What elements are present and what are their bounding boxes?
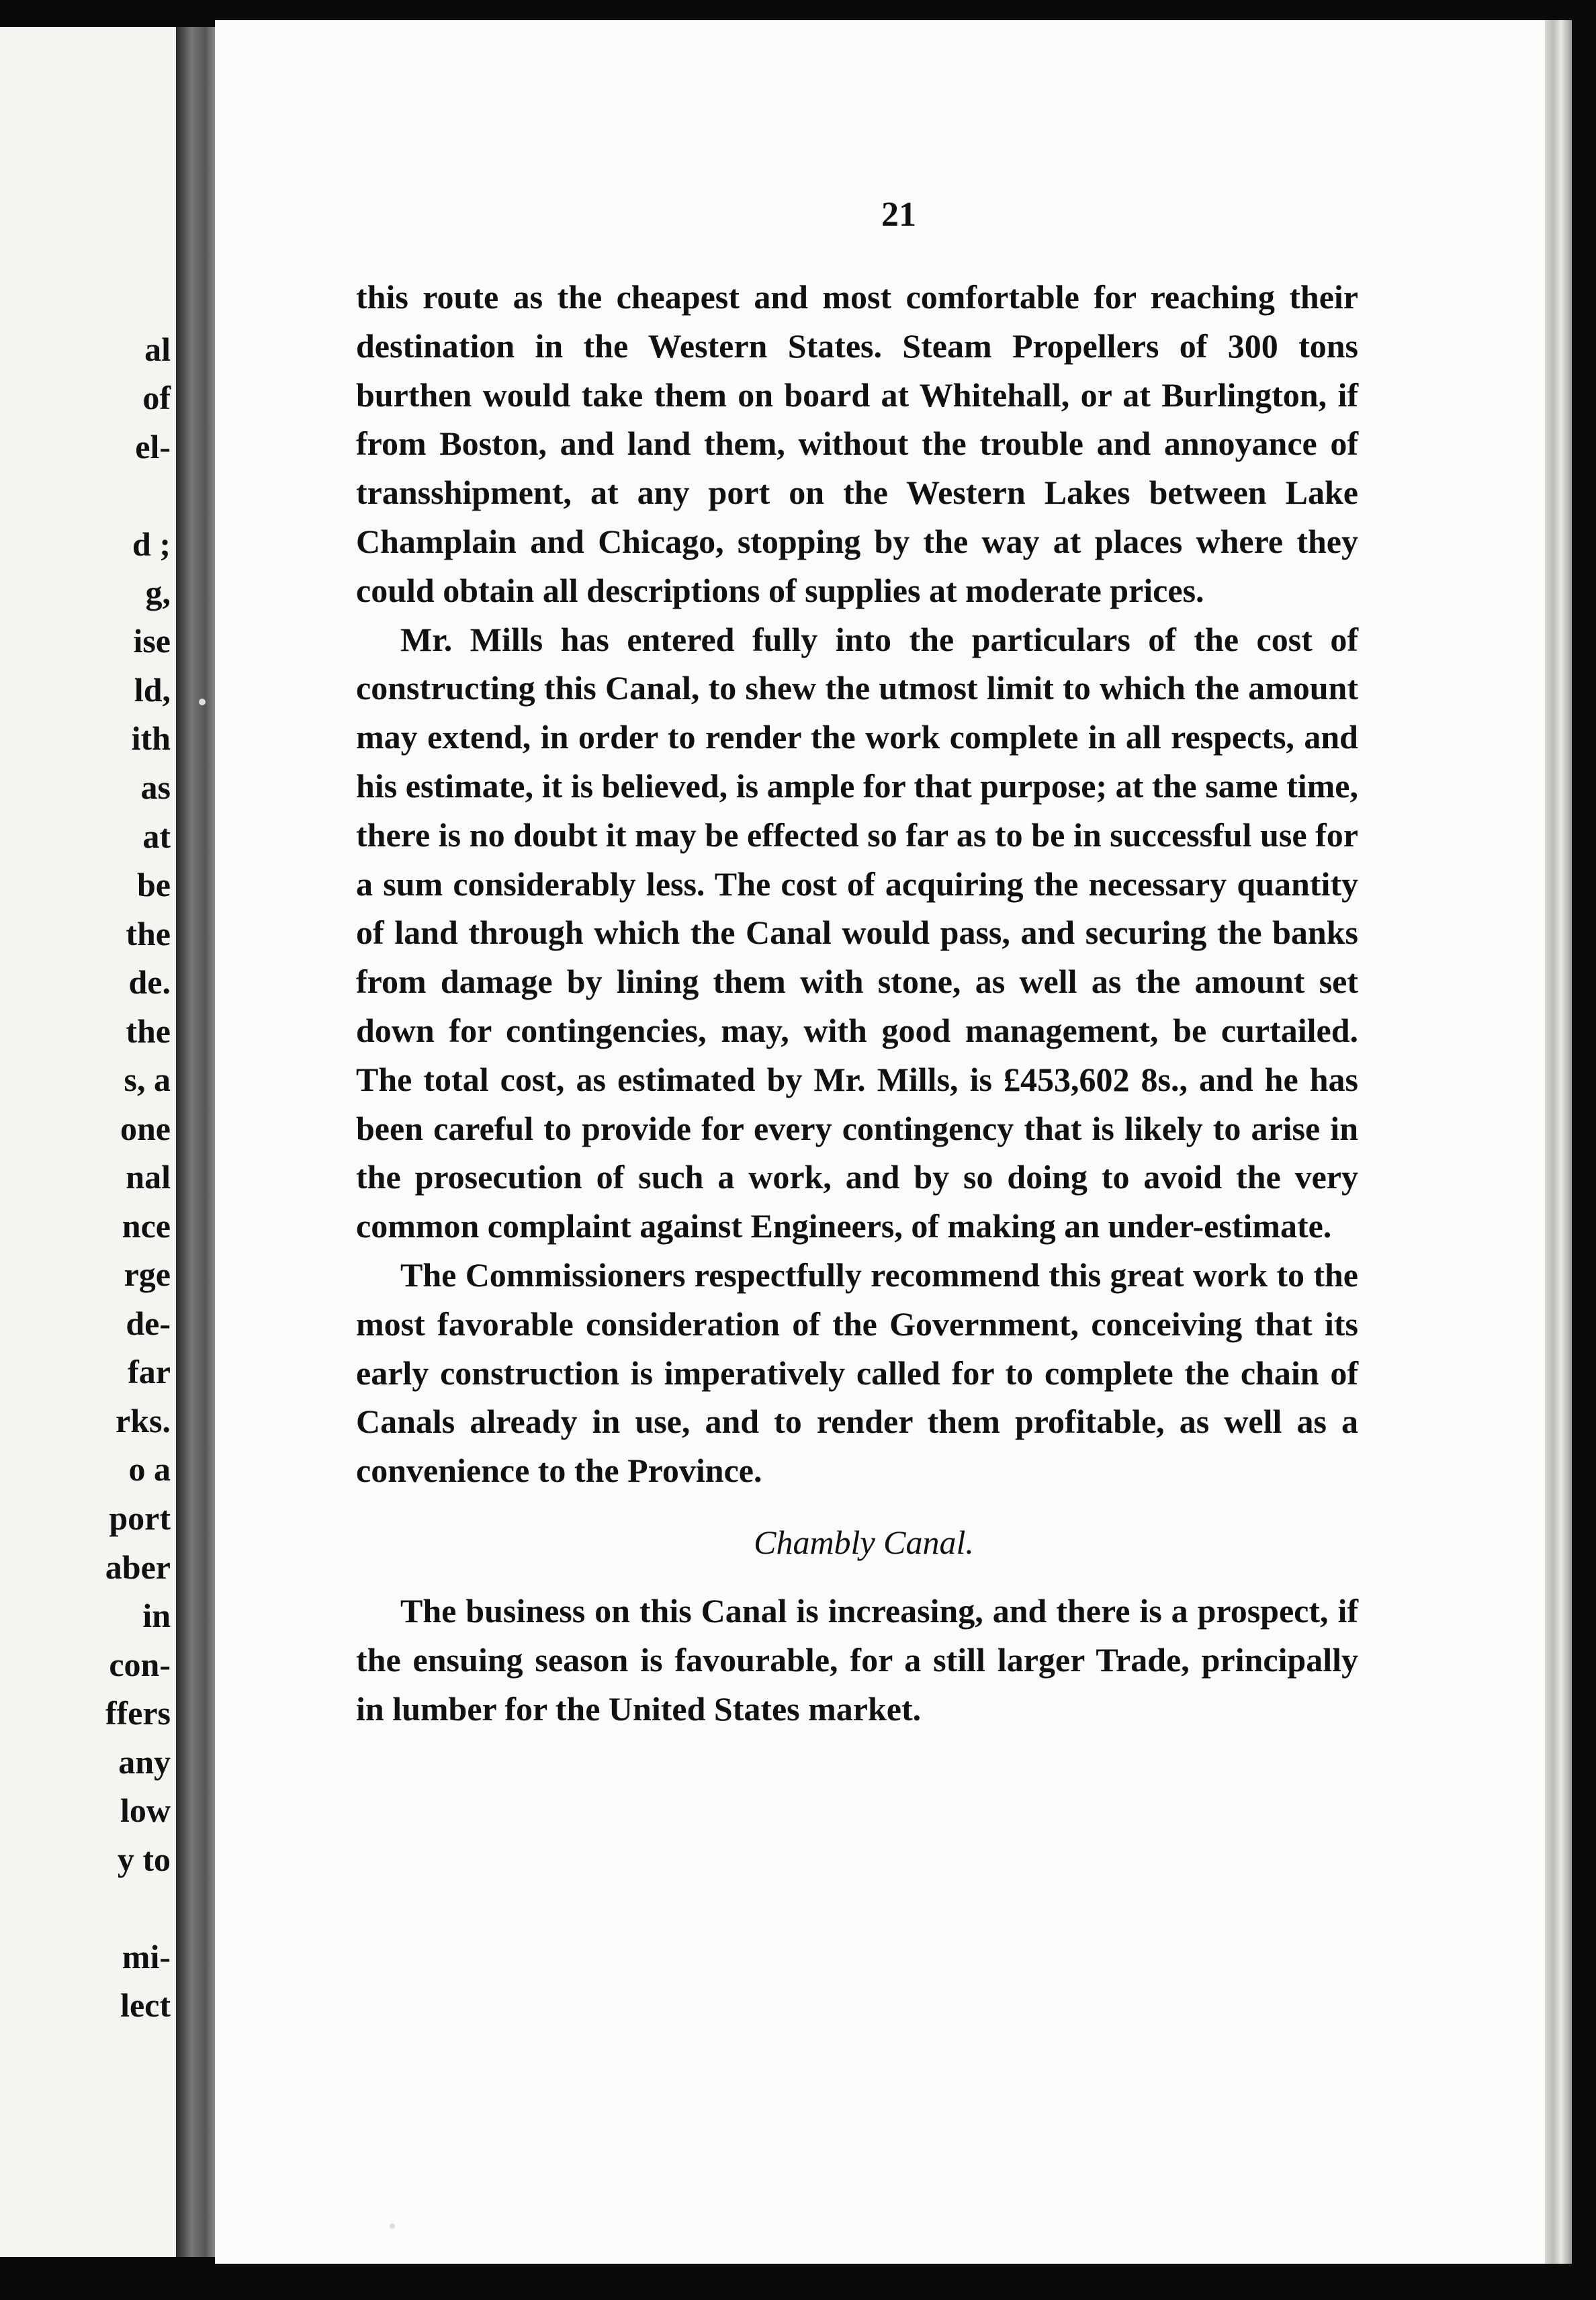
previous-page-line-end: one — [120, 1110, 171, 1147]
previous-page-line-end: de. — [128, 963, 171, 1001]
previous-page-line-end: ffers — [105, 1694, 171, 1732]
previous-page-line-end: of — [142, 379, 171, 416]
previous-page-line-end: low — [120, 1792, 171, 1829]
previous-page-line-end: con- — [109, 1646, 171, 1683]
previous-page-line-end: de- — [126, 1304, 171, 1342]
previous-page-line-end: nce — [122, 1207, 171, 1245]
previous-page-line-end: rge — [124, 1255, 171, 1293]
previous-page-line-end: ld, — [134, 671, 171, 709]
previous-page-line-end: ith — [131, 719, 171, 757]
paper-speck — [199, 699, 206, 705]
previous-page-line-end: o a — [128, 1450, 171, 1488]
previous-page-line-end: aber — [105, 1548, 171, 1586]
previous-page-line-end: rks. — [116, 1402, 171, 1440]
previous-page-line-end: the — [126, 915, 171, 953]
section-heading-chambly-canal: Chambly Canal. — [754, 1523, 974, 1561]
previous-page-line-end: port — [109, 1499, 171, 1537]
previous-page-line-end: nal — [126, 1158, 171, 1196]
previous-page-line-end: as — [140, 768, 171, 806]
previous-page-line-end: y to — [117, 1841, 171, 1878]
previous-page-line-end: in — [142, 1597, 171, 1634]
page-number: 21 — [881, 195, 916, 234]
page-body — [356, 273, 1358, 1733]
previous-page-line-end: s, a — [124, 1061, 171, 1098]
previous-page-line-end: lect — [120, 1986, 171, 2024]
previous-page-line-end: mi- — [122, 1938, 171, 1976]
paragraph-chambly-business: The business on this Canal is increasing, and there is a prospect, if the ensuing season is favourable, for a still larger Trade, principally in lumber for the United States market. — [356, 1591, 1358, 1728]
page-stack-edge — [1545, 20, 1572, 2264]
previous-page-edge — [0, 27, 176, 2257]
previous-page-line-end: any — [118, 1743, 171, 1781]
paragraph-recommendation: The Commissioners respectfully recommend this great work to the most favorable consideration of the Government, conceiving that its early construction is imperatively called for to complete the chain of Canals already in use, and to render them profitable, as well as a convenience to the Province. — [356, 1255, 1358, 1490]
paragraph-route: this route as the cheapest and most comfortable for reaching their destination in the Western States. Steam Propellers of 300 tons burthen would take them on board at Whitehall, or at Burlington, if from Boston, and land them, without the trouble and annoyance of transshipment, at any port on the Western Lakes between Lake Champlain and Chicago, stopping by the way at places where they could obtain all descriptions of supplies at moderate prices. — [356, 278, 1358, 609]
paper-speck — [390, 2223, 395, 2229]
previous-page-line-end: al — [144, 330, 171, 368]
previous-page-line-end: at — [142, 817, 171, 855]
previous-page-line-end: d ; — [132, 525, 171, 563]
paragraph-cost-estimate: Mr. Mills has entered fully into the particulars of the cost of constructing this Canal, to shew the utmost limit to which the amount may extend, in order to render the work complete in all respects, and his estimate, it is believed, is ample for that purpose; at the same time, there is no doubt it may be effected so far as to be in successful use for a sum considerably less. The cost of acquiring the necessary quantity of land through which the Canal would pass, and securing the banks from damage by lining them with stone, as well as the amount set down for contingencies, may, with good management, be curtailed. The total cost, as estimated by Mr. Mills, is £453,602 8s., and he has been careful to provide for every contingency that is likely to arise in the prosecution of such a work, and by so doing to avoid the very common complaint against Engineers, of making an under-estimate. — [356, 620, 1358, 1245]
previous-page-line-end: far — [128, 1353, 171, 1390]
book-gutter — [176, 27, 215, 2257]
previous-page-line-end: g, — [145, 574, 171, 611]
previous-page-line-end: ise — [133, 622, 171, 660]
previous-page-line-end: the — [126, 1012, 171, 1050]
previous-page-line-end: el- — [135, 428, 171, 466]
previous-page-line-end: be — [137, 866, 171, 903]
